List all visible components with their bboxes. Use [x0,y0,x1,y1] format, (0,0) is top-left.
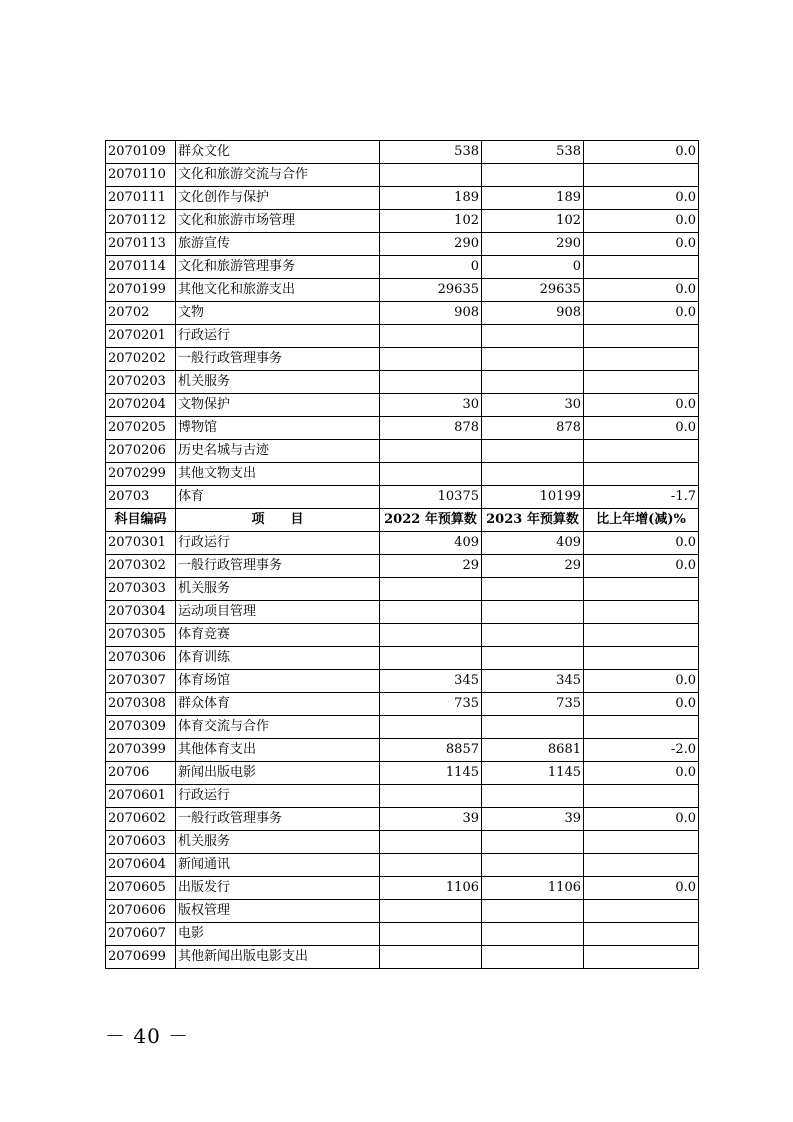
budget-2022-cell: 908 [380,302,482,325]
budget-2023-cell: 29 [482,555,584,578]
change-percent-cell [584,900,699,923]
budget-2023-cell: 1106 [482,877,584,900]
budget-2023-cell [482,325,584,348]
header-change: 比上年增(减)% [584,509,699,532]
code-cell: 20703 [106,486,176,509]
budget-2022-cell [380,578,482,601]
table-row [106,532,699,555]
change-percent-cell: 0.0 [584,693,699,716]
code-cell: 2070199 [106,279,176,302]
code-cell: 2070205 [106,417,176,440]
table-row [106,555,699,578]
item-name-cell: 文化和旅游交流与合作 [176,164,380,187]
item-name-cell: 电影 [176,923,380,946]
code-cell: 2070203 [106,371,176,394]
budget-2023-cell: 39 [482,808,584,831]
table-row [106,486,699,509]
change-percent-cell [584,578,699,601]
table-row [106,785,699,808]
code-cell: 2070109 [106,141,176,164]
code-cell: 2070603 [106,831,176,854]
budget-2022-cell: 1106 [380,877,482,900]
item-name-cell: 体育竞赛 [176,624,380,647]
code-cell: 2070606 [106,900,176,923]
table-body-bottom [106,532,699,969]
budget-2022-cell [380,716,482,739]
budget-2022-cell [380,946,482,969]
budget-2022-cell [380,923,482,946]
budget-2022-cell [380,440,482,463]
table-row [106,762,699,785]
header-row [106,509,699,532]
budget-2023-cell: 102 [482,210,584,233]
budget-2023-cell: 8681 [482,739,584,762]
header-code: 科目编码 [106,509,176,532]
table-row [106,670,699,693]
change-percent-cell [584,440,699,463]
code-cell: 2070304 [106,601,176,624]
item-name-cell: 文化和旅游市场管理 [176,210,380,233]
budget-2023-cell [482,624,584,647]
budget-2022-cell: 878 [380,417,482,440]
change-percent-cell: 0.0 [584,808,699,831]
code-cell: 2070604 [106,854,176,877]
item-name-cell: 一般行政管理事务 [176,555,380,578]
budget-2022-cell [380,647,482,670]
budget-2022-cell [380,601,482,624]
change-percent-cell: 0.0 [584,187,699,210]
budget-2022-cell: 10375 [380,486,482,509]
change-percent-cell: 0.0 [584,233,699,256]
code-cell: 2070299 [106,463,176,486]
change-percent-cell [584,325,699,348]
item-name-cell: 行政运行 [176,785,380,808]
code-cell: 2070114 [106,256,176,279]
budget-2023-cell [482,854,584,877]
item-name-cell: 体育训练 [176,647,380,670]
table-row [106,394,699,417]
item-name-cell: 体育场馆 [176,670,380,693]
item-name-cell: 运动项目管理 [176,601,380,624]
code-cell: 2070112 [106,210,176,233]
budget-2023-cell: 908 [482,302,584,325]
code-cell: 2070301 [106,532,176,555]
budget-2023-cell [482,831,584,854]
table-row [106,417,699,440]
code-cell: 2070201 [106,325,176,348]
code-cell: 20706 [106,762,176,785]
budget-2023-cell [482,923,584,946]
table-row [106,578,699,601]
table-row [106,440,699,463]
code-cell: 2070605 [106,877,176,900]
item-name-cell: 其他体育支出 [176,739,380,762]
budget-2023-cell [482,463,584,486]
change-percent-cell: 0.0 [584,302,699,325]
budget-2022-cell: 0 [380,256,482,279]
budget-2022-cell [380,624,482,647]
item-name-cell: 博物馆 [176,417,380,440]
table-row [106,463,699,486]
table-row [106,141,699,164]
budget-2023-cell [482,164,584,187]
budget-2022-cell: 102 [380,210,482,233]
table-row [106,624,699,647]
budget-2022-cell: 30 [380,394,482,417]
budget-2023-cell [482,785,584,808]
change-percent-cell [584,256,699,279]
header-2022: 2022 年预算数 [380,509,482,532]
budget-2022-cell [380,371,482,394]
budget-2022-cell: 409 [380,532,482,555]
change-percent-cell [584,716,699,739]
change-percent-cell: 0.0 [584,210,699,233]
budget-2022-cell [380,463,482,486]
item-name-cell: 文物保护 [176,394,380,417]
code-cell: 2070307 [106,670,176,693]
change-percent-cell [584,348,699,371]
budget-2022-cell: 8857 [380,739,482,762]
budget-2023-cell: 878 [482,417,584,440]
item-name-cell: 历史名城与古迹 [176,440,380,463]
budget-2023-cell: 538 [482,141,584,164]
table-header [106,509,699,532]
change-percent-cell [584,647,699,670]
table-row [106,164,699,187]
budget-2022-cell [380,164,482,187]
budget-2023-cell [482,440,584,463]
budget-2022-cell: 189 [380,187,482,210]
table-row [106,923,699,946]
budget-2023-cell [482,716,584,739]
table-row [106,601,699,624]
table-row [106,187,699,210]
table-row [106,716,699,739]
code-cell: 2070204 [106,394,176,417]
change-percent-cell [584,371,699,394]
table-row [106,371,699,394]
change-percent-cell: 0.0 [584,670,699,693]
change-percent-cell: 0.0 [584,532,699,555]
budget-2022-cell [380,854,482,877]
budget-2022-cell: 735 [380,693,482,716]
table-row [106,739,699,762]
budget-2023-cell [482,578,584,601]
table-row [106,831,699,854]
item-name-cell: 群众体育 [176,693,380,716]
change-percent-cell: 0.0 [584,141,699,164]
budget-2022-cell: 290 [380,233,482,256]
code-cell: 2070699 [106,946,176,969]
item-name-cell: 群众文化 [176,141,380,164]
code-cell: 2070306 [106,647,176,670]
item-name-cell: 体育 [176,486,380,509]
budget-2022-cell: 345 [380,670,482,693]
change-percent-cell [584,785,699,808]
change-percent-cell: 0.0 [584,555,699,578]
change-percent-cell [584,946,699,969]
budget-2023-cell [482,371,584,394]
code-cell: 2070113 [106,233,176,256]
budget-2023-cell: 290 [482,233,584,256]
change-percent-cell: -1.7 [584,486,699,509]
change-percent-cell: 0.0 [584,417,699,440]
table-row [106,900,699,923]
budget-2023-cell: 189 [482,187,584,210]
table-row [106,233,699,256]
item-name-cell: 新闻通讯 [176,854,380,877]
code-cell: 2070602 [106,808,176,831]
table-row [106,877,699,900]
table-row [106,808,699,831]
header-2023: 2023 年预算数 [482,509,584,532]
budget-2023-cell: 735 [482,693,584,716]
item-name-cell: 文化创作与保护 [176,187,380,210]
budget-2023-cell: 29635 [482,279,584,302]
change-percent-cell [584,624,699,647]
table-row [106,854,699,877]
item-name-cell: 旅游宣传 [176,233,380,256]
item-name-cell: 机关服务 [176,578,380,601]
change-percent-cell [584,831,699,854]
budget-2023-cell: 345 [482,670,584,693]
budget-2023-cell [482,946,584,969]
item-name-cell: 行政运行 [176,325,380,348]
table-body-top [106,141,699,509]
item-name-cell: 其他新闻出版电影支出 [176,946,380,969]
item-name-cell: 出版发行 [176,877,380,900]
change-percent-cell [584,164,699,187]
table-row [106,302,699,325]
change-percent-cell: -2.0 [584,739,699,762]
budget-table [105,140,699,969]
table-row [106,325,699,348]
budget-2023-cell [482,900,584,923]
budget-2022-cell: 538 [380,141,482,164]
budget-2022-cell: 29 [380,555,482,578]
budget-2023-cell [482,601,584,624]
budget-2022-cell: 29635 [380,279,482,302]
code-cell: 2070110 [106,164,176,187]
item-name-cell: 文物 [176,302,380,325]
code-cell: 2070206 [106,440,176,463]
table-row [106,693,699,716]
change-percent-cell: 0.0 [584,279,699,302]
budget-2023-cell: 30 [482,394,584,417]
item-name-cell: 体育交流与合作 [176,716,380,739]
budget-2022-cell [380,900,482,923]
budget-2022-cell [380,325,482,348]
budget-2022-cell [380,348,482,371]
change-percent-cell [584,463,699,486]
table-row [106,256,699,279]
table-row [106,946,699,969]
item-name-cell: 其他文物支出 [176,463,380,486]
budget-2023-cell: 10199 [482,486,584,509]
item-name-cell: 文化和旅游管理事务 [176,256,380,279]
budget-2022-cell [380,831,482,854]
budget-2023-cell: 0 [482,256,584,279]
code-cell: 2070302 [106,555,176,578]
table-row [106,647,699,670]
code-cell: 2070399 [106,739,176,762]
change-percent-cell: 0.0 [584,877,699,900]
change-percent-cell: 0.0 [584,394,699,417]
code-cell: 20702 [106,302,176,325]
item-name-cell: 其他文化和旅游支出 [176,279,380,302]
change-percent-cell [584,923,699,946]
code-cell: 2070601 [106,785,176,808]
code-cell: 2070305 [106,624,176,647]
table-row [106,348,699,371]
page-number: － 40 － [105,1024,190,1048]
budget-2022-cell: 1145 [380,762,482,785]
budget-2023-cell: 1145 [482,762,584,785]
change-percent-cell [584,854,699,877]
table-row [106,279,699,302]
item-name-cell: 机关服务 [176,371,380,394]
item-name-cell: 版权管理 [176,900,380,923]
budget-2023-cell: 409 [482,532,584,555]
budget-2023-cell [482,647,584,670]
budget-2022-cell [380,785,482,808]
code-cell: 2070607 [106,923,176,946]
item-name-cell: 一般行政管理事务 [176,808,380,831]
table-row [106,210,699,233]
item-name-cell: 机关服务 [176,831,380,854]
code-cell: 2070308 [106,693,176,716]
code-cell: 2070309 [106,716,176,739]
code-cell: 2070111 [106,187,176,210]
item-name-cell: 行政运行 [176,532,380,555]
budget-2022-cell: 39 [380,808,482,831]
budget-2023-cell [482,348,584,371]
header-item: 项 目 [176,509,380,532]
change-percent-cell [584,601,699,624]
item-name-cell: 新闻出版电影 [176,762,380,785]
item-name-cell: 一般行政管理事务 [176,348,380,371]
change-percent-cell: 0.0 [584,762,699,785]
code-cell: 2070202 [106,348,176,371]
code-cell: 2070303 [106,578,176,601]
